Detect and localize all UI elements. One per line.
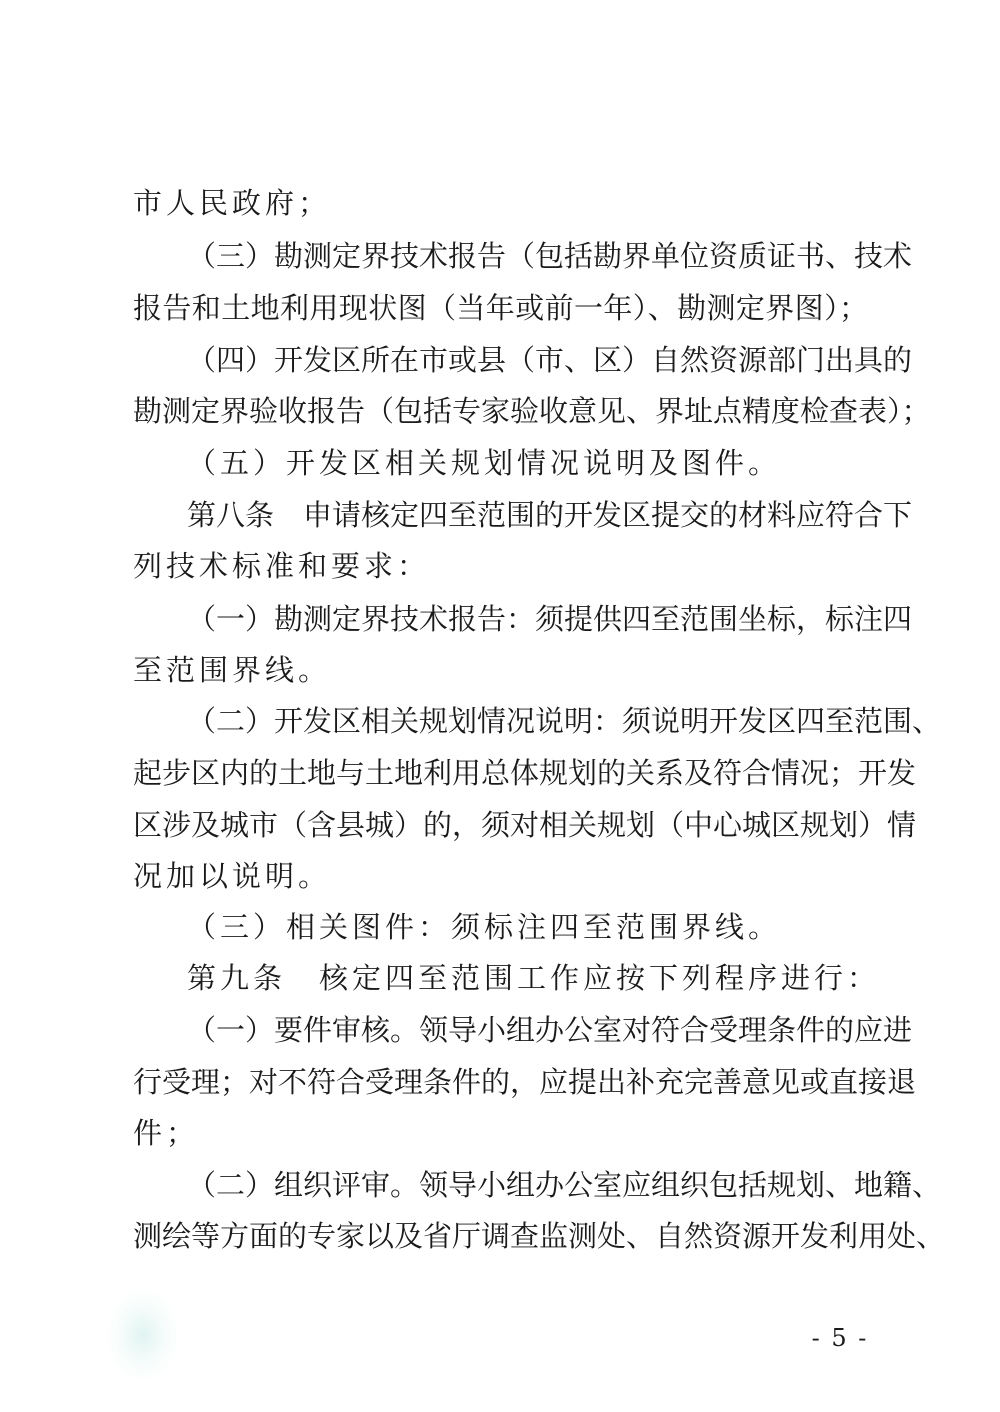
text-line: 勘测定界验收报告（包括专家验收意见、界址点精度检查表）； <box>133 394 931 428</box>
text-line: 件； <box>133 1116 200 1150</box>
text-line: （五）开发区相关规划情况说明及图件。 <box>187 446 782 480</box>
text-line: （二）组织评审。领导小组办公室应组织包括规划、地籍、 <box>187 1168 942 1202</box>
text-line: 测绘等方面的专家以及省厅调查监测处、自然资源开发利用处、 <box>133 1219 946 1253</box>
text-line: 第九条 核定四至范围工作应按下列程序进行： <box>187 961 881 995</box>
text-line: 至范围界线。 <box>133 653 332 687</box>
page-number: - 5 - <box>811 1324 869 1352</box>
text-line: 区涉及城市（含县城）的，须对相关规划（中心城区规划）情 <box>133 808 917 842</box>
text-line: 报告和土地利用现状图（当年或前一年）、勘测定界图）； <box>133 291 868 325</box>
text-line: 况加以说明。 <box>133 859 332 893</box>
text-line: （一）勘测定界技术报告：须提供四至范围坐标，标注四 <box>187 602 913 636</box>
text-line: （三）勘测定界技术报告（包括勘界单位资质证书、技术 <box>187 239 913 273</box>
text-line: 列技术标准和要求： <box>133 549 431 583</box>
scan-stain <box>108 1290 178 1380</box>
text-line: （一）要件审核。领导小组办公室对符合受理条件的应进 <box>187 1013 913 1047</box>
text-line: 行受理；对不符合受理条件的，应提出补充完善意见或直接退 <box>133 1065 917 1099</box>
text-line: （三）相关图件：须标注四至范围界线。 <box>187 910 782 944</box>
text-line: （二）开发区相关规划情况说明：须说明开发区四至范围、 <box>187 704 942 738</box>
text-line: 第八条 申请核定四至范围的开发区提交的材料应符合下 <box>187 498 913 532</box>
text-line: （四）开发区所在市或县（市、区）自然资源部门出具的 <box>187 343 913 377</box>
text-line: 市人民政府； <box>133 186 332 220</box>
text-line: 起步区内的土地与土地利用总体规划的关系及符合情况；开发 <box>133 756 917 790</box>
